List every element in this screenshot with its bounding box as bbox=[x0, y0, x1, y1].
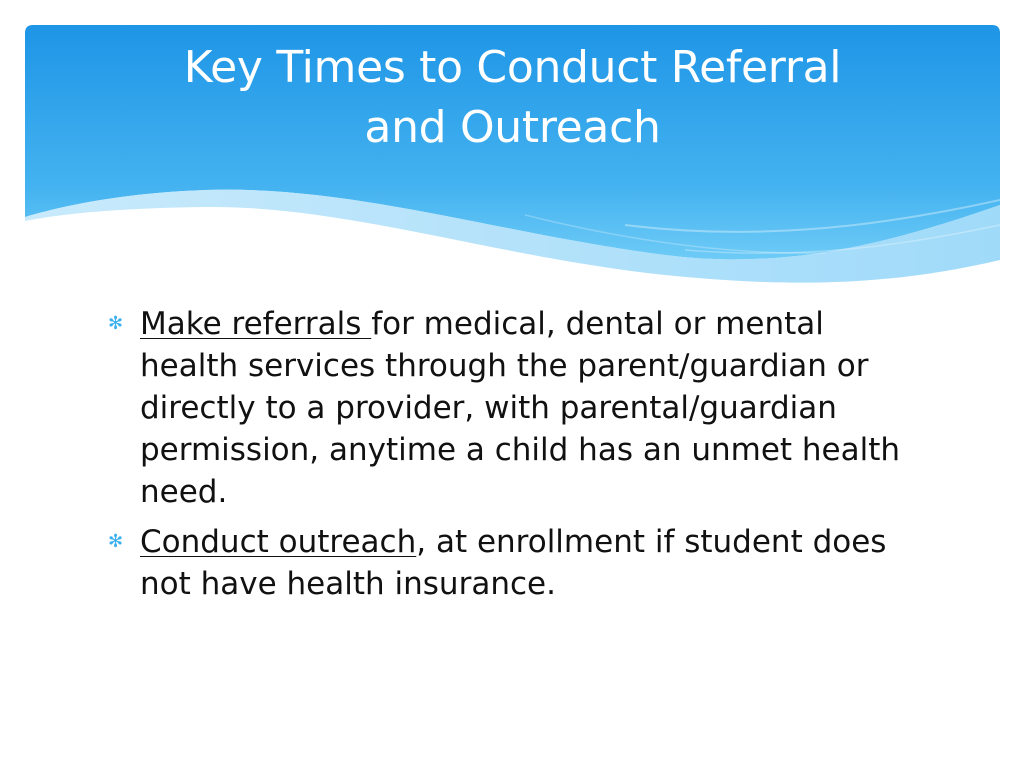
slide-title-line-2: and Outreach bbox=[364, 102, 661, 153]
bullet-text-referrals: for medical, dental or mental health services through the parent/guardian or directly to a provider, with parental/guardian permission, anytime a child has an unmet health need. bbox=[140, 306, 901, 510]
bullet-list bbox=[108, 303, 928, 613]
bullet-text-outreach: , at enrollment if student does not have health insurance. bbox=[140, 524, 887, 602]
bullet-item-referrals bbox=[108, 303, 928, 513]
bullet-item-outreach bbox=[108, 521, 928, 605]
bullet-link-make-referrals: Make referrals bbox=[140, 306, 372, 342]
asterisk-bullet-icon: ✻ bbox=[108, 313, 124, 334]
asterisk-bullet-icon: ✻ bbox=[108, 531, 124, 552]
bullet-link-conduct-outreach: Conduct outreach bbox=[140, 524, 417, 560]
slide-title bbox=[25, 38, 1000, 158]
slide-title-line-1: Key Times to Conduct Referral bbox=[183, 42, 842, 93]
